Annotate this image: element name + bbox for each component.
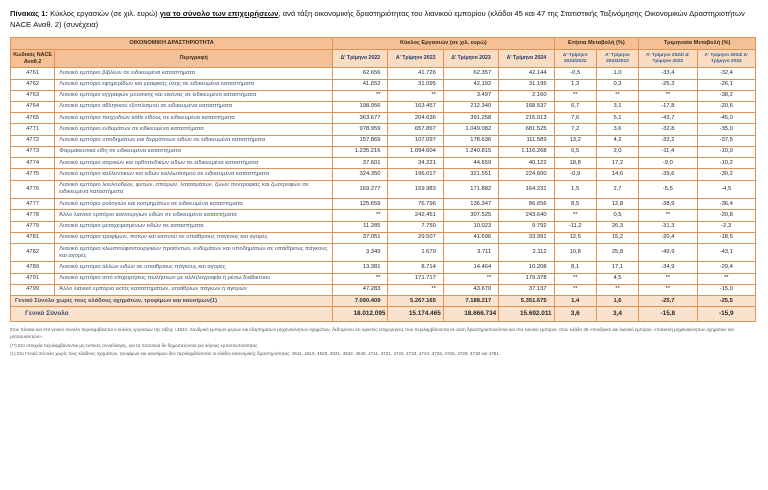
change-value: 12,5 xyxy=(554,232,596,243)
change-value: ** xyxy=(639,273,697,284)
turnover-value: 34.221 xyxy=(388,158,443,169)
table-row xyxy=(11,262,756,273)
turnover-value: 1.235.216 xyxy=(333,146,388,157)
turnover-value: 41.696 xyxy=(443,232,498,243)
header-group-row xyxy=(11,37,756,49)
change-value: -43,7 xyxy=(639,113,697,124)
change-value: -15,9 xyxy=(697,307,756,322)
header-sub-row xyxy=(11,49,756,68)
table-title-post: , ανά τάξη οικονομικής δραστηριότητας του λιανικού εμπορίου (κλάδοι 45 και 47 της Στατιστικής Ταξινόμησης Οικονομικών Δραστηριοτήτων NACE Αναθ. 2) (συνέχεια) xyxy=(10,9,745,30)
turnover-value: 14.464 xyxy=(443,262,498,273)
change-value: 25,8 xyxy=(596,244,638,262)
change-value: ** xyxy=(554,210,596,221)
table-row xyxy=(11,124,756,135)
change-value: -9,0 xyxy=(639,158,697,169)
turnover-value: 40.122 xyxy=(499,158,554,169)
footnotes xyxy=(10,327,758,358)
activity-description: Λιανικό εμπόριο ρολογιών και κοσμημάτων σε ειδικευμένα καταστήματα xyxy=(55,199,333,210)
change-value: -26,1 xyxy=(697,79,756,90)
change-value: -37,5 xyxy=(697,135,756,146)
turnover-value: 31.095 xyxy=(388,79,443,90)
change-value: 5,1 xyxy=(596,113,638,124)
activity-description: Λιανικό εμπόριο αθλητικού εξοπλισμού σε ειδικευμένα καταστήματα xyxy=(55,101,333,112)
turnover-value: 62.357 xyxy=(443,68,498,79)
nace-code: 4799 xyxy=(11,284,55,295)
header-q1-2024: Α' Τρίμηνο 2024 xyxy=(499,49,554,68)
table-row xyxy=(11,169,756,180)
nace-code: 4778 xyxy=(11,210,55,221)
turnover-value: 681.525 xyxy=(499,124,554,135)
turnover-value: 224.600 xyxy=(499,169,554,180)
change-value: 4,5 xyxy=(596,273,638,284)
turnover-value: ** xyxy=(388,90,443,101)
turnover-value: 11.285 xyxy=(333,221,388,232)
change-value: -30,2 xyxy=(697,169,756,180)
change-value: -10,0 xyxy=(697,146,756,157)
turnover-value: 3.711 xyxy=(443,244,498,262)
change-value: -29,4 xyxy=(697,262,756,273)
change-value: ** xyxy=(639,210,697,221)
change-value: 8,5 xyxy=(554,199,596,210)
turnover-value: 321.551 xyxy=(443,169,498,180)
turnover-value: 163.457 xyxy=(388,101,443,112)
turnover-value: 86.656 xyxy=(499,199,554,210)
change-value: -0,9 xyxy=(554,169,596,180)
turnover-value: 42.144 xyxy=(499,68,554,79)
nace-code: 4791 xyxy=(11,273,55,284)
turnover-value: 10.023 xyxy=(443,221,498,232)
turnover-value: 657.867 xyxy=(388,124,443,135)
change-value: -17,8 xyxy=(639,101,697,112)
turnover-value: 391.258 xyxy=(443,113,498,124)
turnover-value: 7.188.217 xyxy=(443,296,498,307)
change-value: ** xyxy=(697,273,756,284)
nace-code: 4782 xyxy=(11,244,55,262)
change-value: -5,5 xyxy=(639,180,697,198)
header-economic-activity: ΟΙΚΟΝΟΜΙΚΗ ΔΡΑΣΤΗΡΙΟΤΗΤΑ xyxy=(11,37,333,49)
table-body xyxy=(11,68,756,322)
activity-description: Λιανικό εμπόριο υποδημάτων και δερμάτινων ειδών σε ειδικευμένα καταστήματα xyxy=(55,135,333,146)
total-label: Γενικό Σύνολο χωρίς τους κλάδους οχημάτων, τροφίμων και καυσίμων(1) xyxy=(11,296,333,307)
nace-code: 4765 xyxy=(11,113,55,124)
change-value: ** xyxy=(554,284,596,295)
header-q4-2022: Δ' Τρίμηνο 2022 xyxy=(333,49,388,68)
turnover-value: 324.350 xyxy=(333,169,388,180)
grand-total-row xyxy=(11,307,756,322)
turnover-value: ** xyxy=(443,273,498,284)
activity-description: Λιανικό εμπόριο εγγραφών μουσικής και εικόνας σε ειδικευμένα καταστήματα xyxy=(55,90,333,101)
header-annual-change-2: Α' Τρίμηνο 2024/2023 xyxy=(596,49,638,68)
change-value: -15,8 xyxy=(639,307,697,322)
turnover-value: 169.277 xyxy=(333,180,388,198)
change-value: 2,7 xyxy=(596,180,638,198)
turnover-value: 76.796 xyxy=(388,199,443,210)
change-value: -33,4 xyxy=(639,68,697,79)
header-nace-code: Κωδικός NACE Αναθ.2 xyxy=(11,49,55,68)
change-value: 26,3 xyxy=(596,221,638,232)
change-value: ** xyxy=(554,273,596,284)
change-value: -49,9 xyxy=(639,244,697,262)
change-value: 7,6 xyxy=(554,113,596,124)
activity-description: Λιανικό εμπόριο από επιχειρήσεις πωλήσεων με αλληλογραφία ή μέσω διαδικτύου xyxy=(55,273,333,284)
turnover-value: 3.497 xyxy=(443,90,498,101)
turnover-value: 196.017 xyxy=(388,169,443,180)
change-value: 2,0 xyxy=(596,146,638,157)
activity-description: Λιανικό εμπόριο λουλουδιών, φυτών, σπόρων, λιπασμάτων, ζώων συντροφιάς και ζωοτροφών σε ειδικευμένα καταστήματα xyxy=(55,180,333,198)
change-value: 1,0 xyxy=(596,68,638,79)
turnover-value: 18.666.734 xyxy=(443,307,498,322)
table-row xyxy=(11,146,756,157)
change-value: 17,2 xyxy=(596,158,638,169)
change-value: -32,8 xyxy=(639,124,697,135)
table-row xyxy=(11,221,756,232)
turnover-value: 8.714 xyxy=(388,262,443,273)
turnover-value: 3.349 xyxy=(333,244,388,262)
nace-code: 4772 xyxy=(11,135,55,146)
nace-code: 4776 xyxy=(11,180,55,198)
nace-code: 4774 xyxy=(11,158,55,169)
table-row xyxy=(11,180,756,198)
turnover-value: 1.679 xyxy=(388,244,443,262)
change-value: 3,1 xyxy=(596,101,638,112)
nace-code: 4789 xyxy=(11,262,55,273)
nace-code: 4781 xyxy=(11,232,55,243)
nace-code: 4775 xyxy=(11,169,55,180)
change-value: -10,2 xyxy=(697,158,756,169)
turnover-value: 62.656 xyxy=(333,68,388,79)
change-value: ** xyxy=(639,90,697,101)
footnote-general: Στον πίνακα και στο γενικό σύνολο περιλαμβάνεται ο κύκλος εργασιών της τάξης +4531: Χονδρικό εμπόριο μερών και εξαρτημάτων μηχανοκίνητων οχημάτων, δεδομένου ότι αρκετές επιχειρήσεις που περιλαμβάνονται σε αυτή δραστηριοποιούνται και στο λιανικό εμπόριο, στον κλάδο 45 «Χονδρικό και λιανικό εμπόριο· επισκευή μηχανοκίνητων οχημάτων και μοτοσυκλετών». xyxy=(10,327,734,340)
change-value: -15,0 xyxy=(697,284,756,295)
activity-description: Άλλο λιανικό εμπόριο εκτός καταστημάτων, υπαίθριων πάγκων ή αγορών xyxy=(55,284,333,295)
turnover-value: 978.959 xyxy=(333,124,388,135)
turnover-value: 168.537 xyxy=(499,101,554,112)
table-row xyxy=(11,135,756,146)
change-value: 6,7 xyxy=(554,101,596,112)
turnover-value: 198.956 xyxy=(333,101,388,112)
change-value: ** xyxy=(596,90,638,101)
change-value: ** xyxy=(554,90,596,101)
table-row xyxy=(11,101,756,112)
turnover-value: 2.112 xyxy=(499,244,554,262)
header-q4-2023: Δ' Τρίμηνο 2023 xyxy=(443,49,498,68)
change-value: -20,6 xyxy=(697,101,756,112)
turnover-value: 2.160 xyxy=(499,90,554,101)
header-q1-2023: Α' Τρίμηνο 2023 xyxy=(388,49,443,68)
table-title-underlined: για το σύνολο των επιχειρήσεων xyxy=(159,9,279,18)
turnover-value: 37.051 xyxy=(333,232,388,243)
turnover-value: 1.094.604 xyxy=(388,146,443,157)
turnover-value: 1.116.268 xyxy=(499,146,554,157)
activity-description: Λιανικό εμπόριο τροφίμων, ποτών και καπνού σε υπαίθριους πάγκους και αγορές xyxy=(55,232,333,243)
turnover-value: 242.451 xyxy=(388,210,443,221)
table-row xyxy=(11,244,756,262)
turnover-value: 212.340 xyxy=(443,101,498,112)
turnover-value: 5.267.165 xyxy=(388,296,443,307)
turnover-value: 7.750 xyxy=(388,221,443,232)
turnover-value: 164.231 xyxy=(499,180,554,198)
change-value: ** xyxy=(596,284,638,295)
change-value: 13,2 xyxy=(554,135,596,146)
total-label: Γενικό Σύνολο xyxy=(11,307,333,322)
turnover-value: 215.013 xyxy=(499,113,554,124)
change-value: 0,5 xyxy=(596,210,638,221)
change-value: 1,3 xyxy=(554,79,596,90)
turnover-value: 243.640 xyxy=(499,210,554,221)
nace-code: 4761 xyxy=(11,68,55,79)
nace-code: 4764 xyxy=(11,101,55,112)
turnover-value: 41.726 xyxy=(388,68,443,79)
change-value: 4,2 xyxy=(596,135,638,146)
turnover-value: 15.692.011 xyxy=(499,307,554,322)
turnover-value: 136.347 xyxy=(443,199,498,210)
table-row xyxy=(11,232,756,243)
turnover-value: 9.792 xyxy=(499,221,554,232)
header-annual-change-1: Δ' Τρίμηνο 2023/2022 xyxy=(554,49,596,68)
turnover-value: 204.636 xyxy=(388,113,443,124)
change-value: 10,8 xyxy=(554,244,596,262)
footnote-confidentiality: (**) Στα στοιχεία περιλαμβάνονται μη τυπικές συναλλαγές, και τα ποσοτικά δε δημοσιεύονται για λόγους εμπιστευτικότητας. xyxy=(10,342,259,348)
table-header xyxy=(11,37,756,67)
change-value: 3,6 xyxy=(554,307,596,322)
activity-description: Λιανικό εμπόριο ιατρικών και ορθοπεδικών ειδών σε ειδικευμένα καταστήματα xyxy=(55,158,333,169)
nace-code: 4779 xyxy=(11,221,55,232)
turnover-table xyxy=(10,37,756,323)
activity-description: Λιανικό εμπόριο κλωστοϋφαντουργικών προϊόντων, ενδυμάτων και υποδημάτων σε υπαίθριους πάγκους και αγορές xyxy=(55,244,333,262)
turnover-value: 43.670 xyxy=(443,284,498,295)
change-value: -20,8 xyxy=(697,210,756,221)
change-value: -36,4 xyxy=(697,199,756,210)
footnote-excluded-classes: (1) Στο Γενικό Σύνολο χωρίς τους κλάδους οχημάτων, τροφίμων και καυσίμων δεν περιλαμβάνονται οι κλάδοι οικονομικής δραστηριότητας: 4511, 4519, 4520, 4531, 4532, 4540, 4711, 4721, 4722, 4723, 4724, 4725, 4726, 4729, 4730 και 4781. xyxy=(10,351,501,357)
change-value: 1,5 xyxy=(554,180,596,198)
activity-description: Λιανικό εμπόριο εφημερίδων και γραφικής ύλης σε ειδικευμένα καταστήματα xyxy=(55,79,333,90)
turnover-value: ** xyxy=(333,210,388,221)
nace-code: 4777 xyxy=(11,199,55,210)
header-quarterly-change-2: Α' Τρίμηνο 2024/ Δ' Τρίμηνο 2023 xyxy=(697,49,756,68)
change-value: ** xyxy=(639,284,697,295)
turnover-value: ** xyxy=(388,284,443,295)
subtotal-row xyxy=(11,296,756,307)
change-value: -38,9 xyxy=(639,199,697,210)
change-value: 0,5 xyxy=(554,146,596,157)
header-turnover-group: Κύκλος Εργασιών (σε χιλ. ευρώ) xyxy=(333,37,554,49)
change-value: 15,2 xyxy=(596,232,638,243)
change-value: -39,6 xyxy=(639,169,697,180)
table-title-label: Πίνακας 1: xyxy=(10,9,48,18)
turnover-value: 37.137 xyxy=(499,284,554,295)
turnover-value: ** xyxy=(333,90,388,101)
change-value: -2,3 xyxy=(697,221,756,232)
change-value: -18,5 xyxy=(697,232,756,243)
change-value: -25,5 xyxy=(697,296,756,307)
table-row xyxy=(11,210,756,221)
table-row xyxy=(11,113,756,124)
turnover-value: 179.378 xyxy=(499,273,554,284)
change-value: -20,4 xyxy=(639,232,697,243)
change-value: -32,4 xyxy=(697,68,756,79)
activity-description: Λιανικό εμπόριο άλλων ειδών σε υπαίθριους πάγκους και αγορές xyxy=(55,262,333,273)
change-value: -35,0 xyxy=(697,124,756,135)
activity-description: Λιανικό εμπόριο ενδυμάτων σε ειδικευμένα καταστήματα xyxy=(55,124,333,135)
turnover-value: 363.677 xyxy=(333,113,388,124)
table-row xyxy=(11,273,756,284)
table-row xyxy=(11,199,756,210)
nace-code: 4773 xyxy=(11,146,55,157)
activity-description: Λιανικό εμπόριο καλλυντικών και ειδών καλλωπισμού σε ειδικευμένα καταστήματα xyxy=(55,169,333,180)
table-title-pre: Κύκλος εργασιών (σε χιλ. ευρώ) xyxy=(47,9,160,18)
table-row xyxy=(11,284,756,295)
turnover-value: 178.636 xyxy=(443,135,498,146)
turnover-value: 10.208 xyxy=(499,262,554,273)
turnover-value: 125.659 xyxy=(333,199,388,210)
change-value: 7,2 xyxy=(554,124,596,135)
table-title xyxy=(10,8,758,31)
nace-code: 4763 xyxy=(11,90,55,101)
change-value: 1,4 xyxy=(554,296,596,307)
change-value: -25,7 xyxy=(639,296,697,307)
turnover-value: 171.882 xyxy=(443,180,498,198)
header-description: Περιγραφή xyxy=(55,49,333,68)
turnover-value: 5.351.675 xyxy=(499,296,554,307)
activity-description: Λιανικό εμπόριο μεταχειρισμένων ειδών σε καταστήματα xyxy=(55,221,333,232)
change-value: -31,3 xyxy=(639,221,697,232)
table-row xyxy=(11,90,756,101)
nace-code: 4762 xyxy=(11,79,55,90)
activity-description: Λιανικό εμπόριο βιβλίων σε ειδικευμένα καταστήματα xyxy=(55,68,333,79)
turnover-value: 33.991 xyxy=(499,232,554,243)
turnover-value: 41.652 xyxy=(333,79,388,90)
turnover-value: 1.049.082 xyxy=(443,124,498,135)
change-value: 12,8 xyxy=(596,199,638,210)
turnover-value: 37.601 xyxy=(333,158,388,169)
turnover-value: 307.525 xyxy=(443,210,498,221)
turnover-value: 171.717 xyxy=(388,273,443,284)
activity-description: Φαρμακευτικά είδη σε ειδικευμένα καταστήματα xyxy=(55,146,333,157)
turnover-value: 42.192 xyxy=(443,79,498,90)
change-value: 17,1 xyxy=(596,262,638,273)
turnover-value: 1.240.815 xyxy=(443,146,498,157)
turnover-value: 157.869 xyxy=(333,135,388,146)
table-row xyxy=(11,79,756,90)
activity-description: Άλλο λιανικό εμπόριο καινούργιων ειδών σε ειδικευμένα καταστήματα xyxy=(55,210,333,221)
turnover-value: 7.090.409 xyxy=(333,296,388,307)
change-value: 14,6 xyxy=(596,169,638,180)
change-value: -32,2 xyxy=(639,135,697,146)
turnover-value: 44.659 xyxy=(443,158,498,169)
change-value: 3,4 xyxy=(596,307,638,322)
turnover-value: 47.283 xyxy=(333,284,388,295)
change-value: -43,1 xyxy=(697,244,756,262)
turnover-value: 13.381 xyxy=(333,262,388,273)
table-row xyxy=(11,158,756,169)
turnover-value: 107.097 xyxy=(388,135,443,146)
change-value: -11,2 xyxy=(554,221,596,232)
change-value: -38,2 xyxy=(697,90,756,101)
turnover-value: ** xyxy=(333,273,388,284)
turnover-value: 29.507 xyxy=(388,232,443,243)
change-value: -11,4 xyxy=(639,146,697,157)
table-row xyxy=(11,68,756,79)
change-value: -34,9 xyxy=(639,262,697,273)
change-value: 3,6 xyxy=(596,124,638,135)
turnover-value: 31.195 xyxy=(499,79,554,90)
change-value: 18,8 xyxy=(554,158,596,169)
change-value: -45,0 xyxy=(697,113,756,124)
header-annual-change-group: Ετήσια Μεταβολή (%) xyxy=(554,37,639,49)
change-value: 8,1 xyxy=(554,262,596,273)
turnover-value: 159.983 xyxy=(388,180,443,198)
turnover-value: 15.174.465 xyxy=(388,307,443,322)
header-quarterly-change-1: Α' Τρίμηνο 2023/ Δ' Τρίμηνο 2022 xyxy=(639,49,697,68)
change-value: -4,5 xyxy=(697,180,756,198)
header-quarterly-change-group: Τριμηνιαία Μεταβολή (%) xyxy=(639,37,756,49)
activity-description: Λιανικό εμπόριο παιχνιδιών κάθε είδους σε ειδικευμένα καταστήματα xyxy=(55,113,333,124)
turnover-value: 111.589 xyxy=(499,135,554,146)
change-value: 0,3 xyxy=(596,79,638,90)
change-value: -25,3 xyxy=(639,79,697,90)
change-value: -0,5 xyxy=(554,68,596,79)
nace-code: 4771 xyxy=(11,124,55,135)
change-value: 1,6 xyxy=(596,296,638,307)
turnover-value: 18.012.095 xyxy=(333,307,388,322)
